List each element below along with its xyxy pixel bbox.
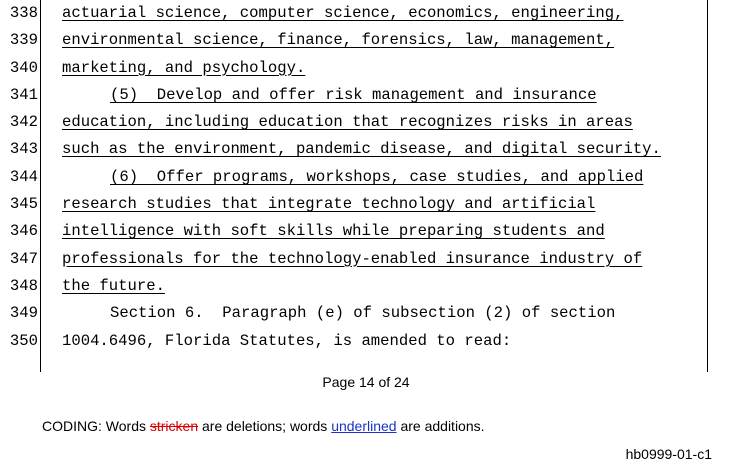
text-line	[62, 246, 702, 273]
text-line	[62, 0, 702, 27]
line-number-gutter	[0, 0, 38, 355]
added-text: (5) Develop and offer risk management and insurance	[110, 85, 597, 104]
added-text: the future.	[62, 276, 165, 295]
line-number: 346	[9, 222, 38, 241]
coding-legend	[42, 416, 485, 436]
line-number: 343	[9, 140, 38, 159]
text-line	[62, 300, 702, 327]
coding-prefix: CODING: Words	[42, 418, 150, 434]
plain-text: 1004.6496, Florida Statutes, is amended to read:	[62, 331, 512, 350]
added-text: intelligence with soft skills while preparing students and	[62, 222, 605, 241]
line-number: 339	[9, 31, 38, 50]
text-line	[62, 328, 702, 355]
text-line	[62, 109, 702, 136]
text-line	[62, 82, 702, 109]
added-text: marketing, and psychology.	[62, 58, 306, 77]
line-number: 349	[9, 304, 38, 323]
added-text: (6) Offer programs, workshops, case studies, and applied	[110, 167, 644, 186]
underlined-sample: underlined	[331, 418, 397, 434]
added-text: professionals for the technology-enabled insurance industry of	[62, 249, 643, 268]
added-text: research studies that integrate technology and artificial	[62, 195, 596, 214]
line-number: 350	[9, 331, 38, 350]
left-margin-rule	[40, 0, 41, 372]
text-line	[62, 27, 702, 54]
bill-text	[62, 0, 702, 355]
line-number: 347	[9, 249, 38, 268]
text-line	[62, 191, 702, 218]
added-text: education, including education that recognizes risks in areas	[62, 113, 633, 132]
added-text: environmental science, finance, forensics, law, management,	[62, 31, 615, 50]
coding-middle: are deletions; words	[198, 418, 332, 434]
line-number: 344	[9, 167, 38, 186]
line-number: 348	[9, 276, 38, 295]
page-number: Page 14 of 24	[322, 374, 410, 390]
document-id: hb0999-01-c1	[625, 446, 712, 462]
added-text: such as the environment, pandemic disease, and digital security.	[62, 140, 661, 159]
text-line	[62, 273, 702, 300]
right-margin-rule	[707, 0, 708, 372]
stricken-sample: stricken	[149, 418, 199, 434]
line-number: 338	[9, 4, 38, 22]
line-number: 345	[9, 195, 38, 214]
added-text: actuarial science, computer science, economics, engineering,	[62, 4, 624, 22]
line-number: 340	[9, 58, 38, 77]
plain-text: Section 6. Paragraph (e) of subsection (2) of section	[110, 304, 616, 323]
text-line	[62, 218, 702, 245]
line-number: 341	[9, 85, 38, 104]
text-line	[62, 55, 702, 82]
line-number: 342	[9, 113, 38, 132]
text-line	[62, 136, 702, 163]
coding-suffix: are additions.	[396, 418, 485, 434]
text-line	[62, 164, 702, 191]
